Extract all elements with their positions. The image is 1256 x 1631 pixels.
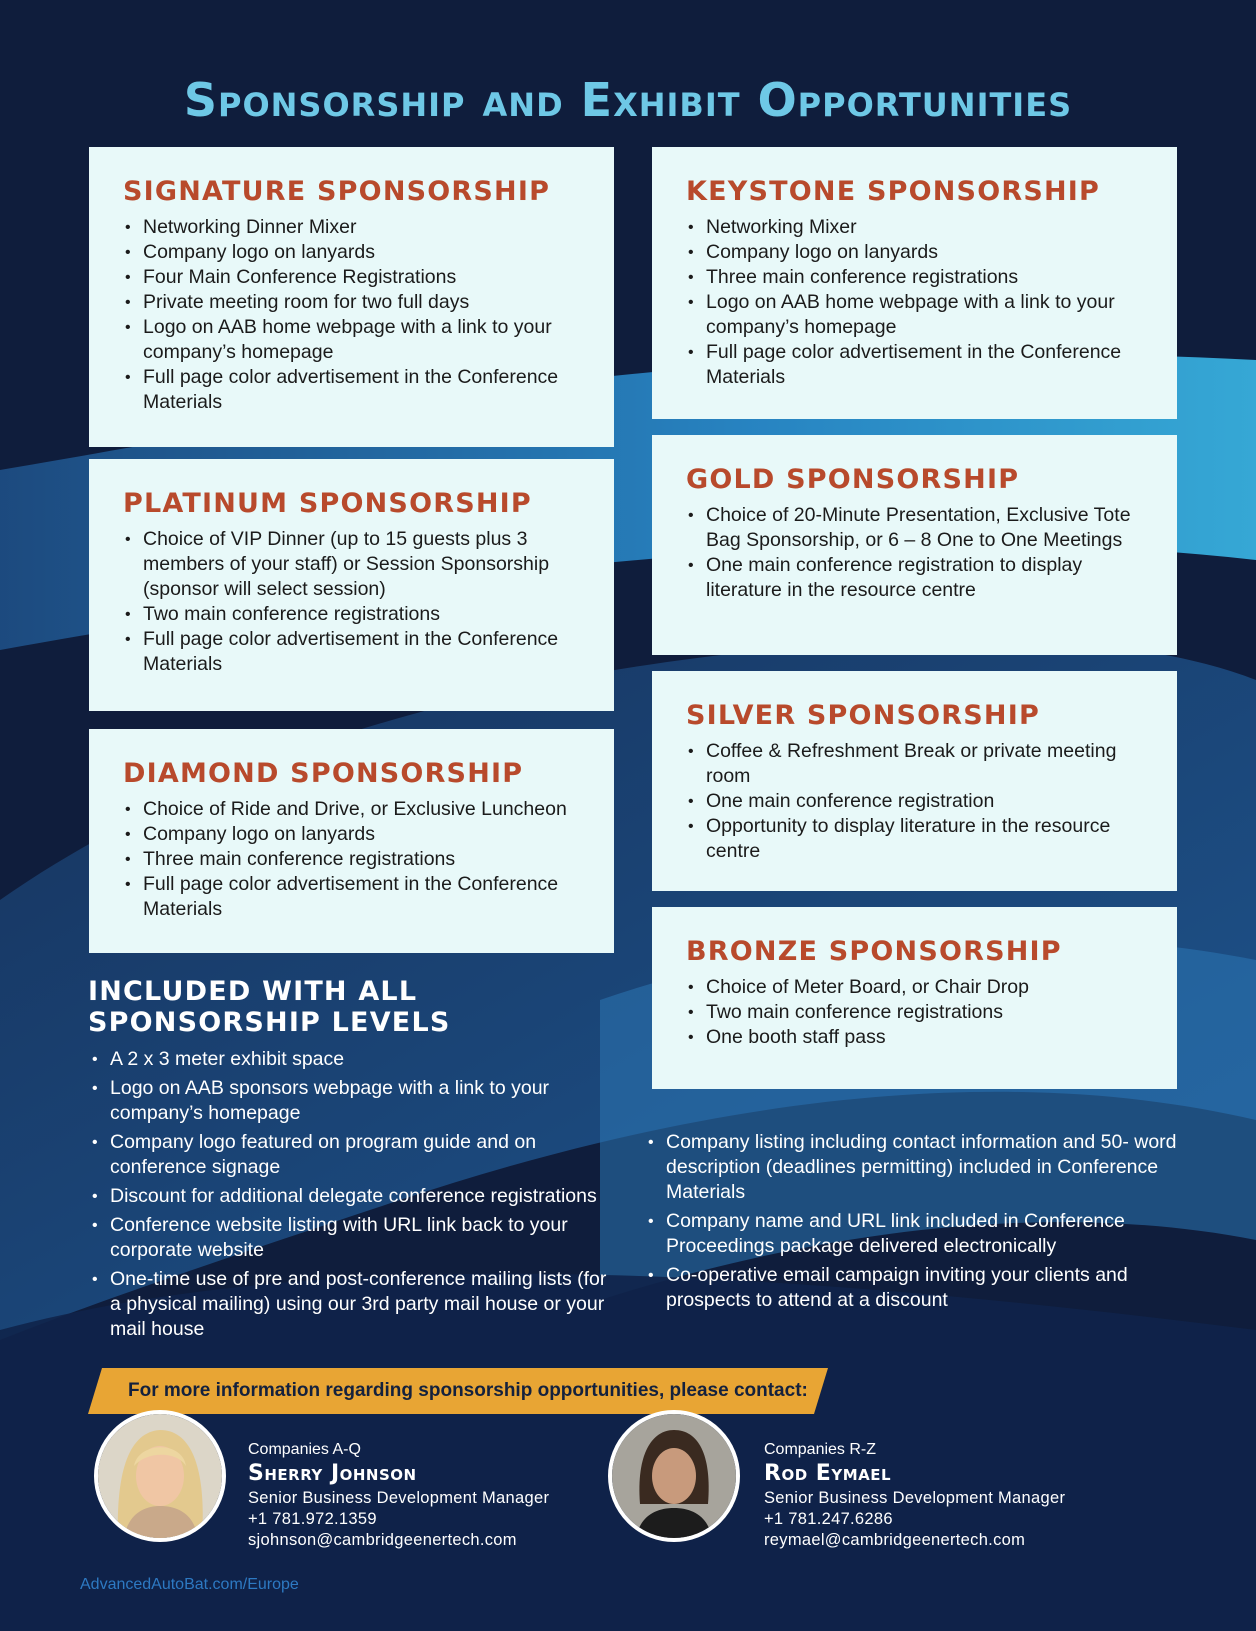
contact-phone[interactable]: +1 781.247.6286 xyxy=(764,1510,893,1528)
list-item: • Co-operative email campaign inviting your clients and prospects to attend at a discount xyxy=(646,1263,1181,1313)
contact-email[interactable]: sjohnson@cambridgeenertech.com xyxy=(248,1531,517,1549)
list-item: • Full page color advertisement in the Conference Materials xyxy=(123,365,584,415)
list-item: • Company name and URL link included in Conference Proceedings package delivered electronically xyxy=(646,1209,1181,1259)
contact-group: Companies R-Z xyxy=(764,1441,877,1458)
list-item: • Two main conference registrations xyxy=(123,602,584,627)
card-heading: BRONZE SPONSORSHIP xyxy=(686,936,1062,967)
card-heading: SILVER SPONSORSHIP xyxy=(686,700,1040,731)
gold-sponsorship-card xyxy=(652,435,1177,655)
contact-email[interactable]: reymael@cambridgeenertech.com xyxy=(764,1531,1026,1549)
list-item: • One booth staff pass xyxy=(686,1025,1147,1050)
list-item: • Logo on AAB home webpage with a link to your company’s homepage xyxy=(123,315,584,365)
contact-title: Senior Business Development Manager xyxy=(248,1489,550,1507)
footer-url-link[interactable]: AdvancedAutoBat.com/Europe xyxy=(80,1576,299,1593)
list-item: • Three main conference registrations xyxy=(686,265,1147,290)
list-item: • Company logo on lanyards xyxy=(123,822,584,847)
benefits-list xyxy=(686,215,1147,390)
list-item: • Choice of VIP Dinner (up to 15 guests plus 3 members of your staff) or Session Sponsorship (sponsor will select session) xyxy=(123,527,584,602)
list-item: • Networking Mixer xyxy=(686,215,1147,240)
benefits-list xyxy=(123,215,584,415)
list-item: • One main conference registration xyxy=(686,789,1147,814)
benefits-list xyxy=(123,797,584,922)
list-item: • Full page color advertisement in the Conference Materials xyxy=(123,872,584,922)
contact-name: Rod Eymael xyxy=(764,1461,892,1486)
list-item: • A 2 x 3 meter exhibit space xyxy=(90,1047,620,1072)
list-item: • Networking Dinner Mixer xyxy=(123,215,584,240)
included-list-left xyxy=(90,1047,620,1346)
list-item: • Choice of Meter Board, or Chair Drop xyxy=(686,975,1147,1000)
card-heading: GOLD SPONSORSHIP xyxy=(686,464,1020,495)
list-item: • Logo on AAB home webpage with a link to your company’s homepage xyxy=(686,290,1147,340)
benefits-list xyxy=(686,975,1147,1050)
card-heading: KEYSTONE SPONSORSHIP xyxy=(686,176,1101,207)
contact-name: Sherry Johnson xyxy=(248,1461,417,1486)
card-heading: SIGNATURE SPONSORSHIP xyxy=(123,176,551,207)
page-title: Sponsorship and Exhibit Opportunities xyxy=(183,73,1073,127)
list-item: • One-time use of pre and post-conference mailing lists (for a physical mailing) using our 3rd party mail house or your mail house xyxy=(90,1267,620,1342)
list-item: • Company listing including contact information and 50- word description (deadlines permitting) included in Conference Materials xyxy=(646,1130,1181,1205)
bronze-sponsorship-card xyxy=(652,907,1177,1089)
list-item: • Coffee & Refreshment Break or private meeting room xyxy=(686,739,1147,789)
card-heading: DIAMOND SPONSORSHIP xyxy=(123,758,524,789)
silver-sponsorship-card xyxy=(652,671,1177,891)
platinum-sponsorship-card xyxy=(89,459,614,711)
benefits-list xyxy=(686,503,1147,603)
list-item: • One main conference registration to display literature in the resource centre xyxy=(686,553,1147,603)
benefits-list xyxy=(123,527,584,677)
man-portrait-icon xyxy=(608,1410,740,1542)
list-item: • Discount for additional delegate conference registrations xyxy=(90,1184,620,1209)
signature-sponsorship-card xyxy=(89,147,614,447)
list-item: • Two main conference registrations xyxy=(686,1000,1147,1025)
included-list-right xyxy=(646,1130,1181,1317)
list-item: • Choice of Ride and Drive, or Exclusive Luncheon xyxy=(123,797,584,822)
list-item: • Four Main Conference Registrations xyxy=(123,265,584,290)
list-item: • Company logo featured on program guide and on conference signage xyxy=(90,1130,620,1180)
diamond-sponsorship-card xyxy=(89,729,614,953)
list-item: • Private meeting room for two full days xyxy=(123,290,584,315)
benefits-list xyxy=(686,739,1147,864)
contact-phone[interactable]: +1 781.972.1359 xyxy=(248,1510,377,1528)
contact-title: Senior Business Development Manager xyxy=(764,1489,1066,1507)
card-heading: PLATINUM SPONSORSHIP xyxy=(123,488,532,519)
list-item: • Full page color advertisement in the Conference Materials xyxy=(123,627,584,677)
list-item: • Three main conference registrations xyxy=(123,847,584,872)
contact-banner xyxy=(88,1368,828,1414)
contact-card-2 xyxy=(764,1440,1065,1551)
list-item: • Conference website listing with URL link back to your corporate website xyxy=(90,1213,620,1263)
list-item: • Logo on AAB sponsors webpage with a link to your company’s homepage xyxy=(90,1076,620,1126)
keystone-sponsorship-card xyxy=(652,147,1177,419)
woman-portrait-icon xyxy=(94,1410,226,1542)
list-item: • Full page color advertisement in the Conference Materials xyxy=(686,340,1147,390)
contact-card-1 xyxy=(248,1440,549,1551)
contact-group: Companies A-Q xyxy=(248,1441,361,1458)
included-heading: INCLUDED WITH ALL SPONSORSHIP LEVELS xyxy=(88,976,451,1038)
list-item: • Opportunity to display literature in the resource centre xyxy=(686,814,1147,864)
list-item: • Company logo on lanyards xyxy=(123,240,584,265)
list-item: • Company logo on lanyards xyxy=(686,240,1147,265)
contact-banner-text: For more information regarding sponsorship opportunities, please contact: xyxy=(128,1380,808,1401)
list-item: • Choice of 20-Minute Presentation, Exclusive Tote Bag Sponsorship, or 6 – 8 One to One Meetings xyxy=(686,503,1147,553)
